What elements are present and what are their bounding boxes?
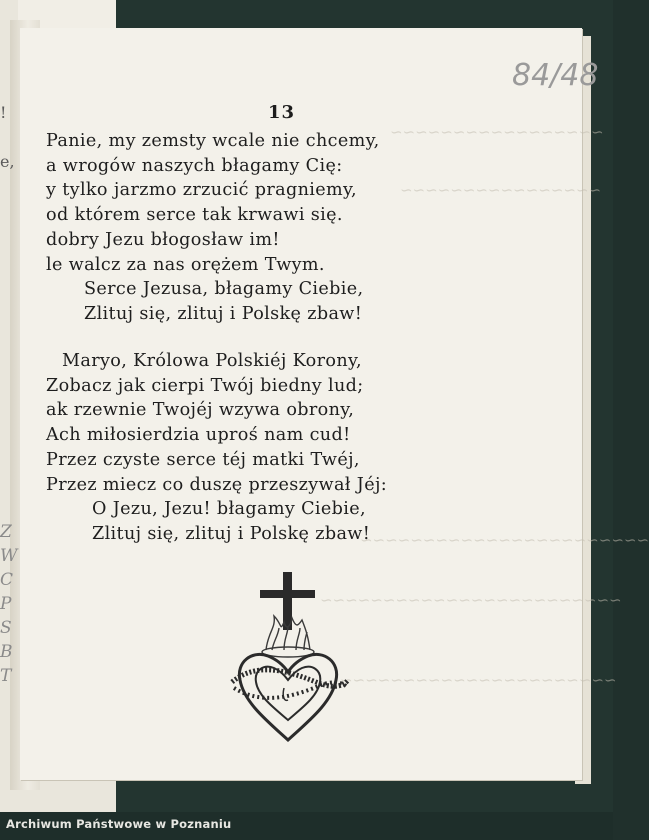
verse-line: le walcz za nas orężem Twym. bbox=[46, 254, 325, 275]
verse-line: y tylko jarzmo zrzucić pragniemy, bbox=[46, 180, 357, 201]
bleed-through-texture: ~~~~~~~~~~~~~~~~ bbox=[400, 181, 602, 199]
bleed-letter: T bbox=[0, 666, 12, 686]
sacred-heart-with-cross-emblem bbox=[226, 570, 352, 748]
archive-name: Archiwum Państwowe w Poznaniu bbox=[6, 817, 232, 831]
refrain-line: O Jezu, Jezu! błagamy Ciebie, bbox=[92, 499, 366, 520]
left-margin-mark: e, bbox=[0, 152, 15, 171]
stanza-one bbox=[46, 129, 380, 327]
verse-line: a wrogów naszych błagamy Cię: bbox=[46, 155, 343, 176]
refrain-line: Zlituj się, zlituj i Polskę zbaw! bbox=[84, 303, 363, 324]
bleed-through-texture: ~~~~~~~~~~~~~~~~~ bbox=[390, 123, 604, 141]
document-page bbox=[20, 28, 649, 780]
bleed-letter: B bbox=[0, 642, 13, 662]
verse-line: Maryo, Królowa Polskiéj Korony, bbox=[62, 351, 362, 371]
verse-line: Ach miłosierdzia uproś nam cud! bbox=[46, 425, 351, 446]
bleed-through-texture: ~~~~~~~~~~~~~~~~~~~~~~~ bbox=[360, 531, 649, 549]
bleed-letter: C bbox=[0, 570, 14, 590]
stanza-two bbox=[46, 349, 387, 547]
refrain-line: Serce Jezusa, błagamy Ciebie, bbox=[84, 279, 364, 300]
verse-line: ak rzewnie Twojéj wzywa obrony, bbox=[46, 400, 355, 421]
verse-line: od którem serce tak krwawi się. bbox=[46, 205, 343, 226]
verse-line: Przez miecz co duszę przeszywał Jéj: bbox=[46, 474, 388, 495]
verse-line: Przez czyste serce téj matki Twéj, bbox=[46, 449, 360, 470]
bleed-through-texture: ~~~~~~~~~~~~~~~~~~~~~~ bbox=[340, 671, 617, 689]
bleed-letter: P bbox=[0, 594, 12, 614]
verse-line: Zobacz jak cierpi Twój biedny lud; bbox=[46, 375, 364, 396]
facing-page-bleed bbox=[0, 520, 17, 688]
left-margin-mark: ! bbox=[0, 103, 7, 122]
verse-line: Panie, my zemsty wcale nie chcemy, bbox=[46, 131, 380, 151]
bleed-letter: S bbox=[0, 618, 12, 638]
verse-line: dobry Jezu błogosław im! bbox=[46, 229, 280, 250]
page-number: 13 bbox=[268, 102, 296, 123]
bleed-letter: W bbox=[0, 546, 18, 566]
handwritten-annotation: 84/48 bbox=[512, 58, 599, 93]
refrain-line: Zlituj się, zlituj i Polskę zbaw! bbox=[92, 523, 371, 544]
bleed-through-texture: ~~~~~~~~~~~~~~~~~~~~~~~~ bbox=[320, 591, 622, 609]
bleed-letter: Z bbox=[0, 522, 12, 542]
